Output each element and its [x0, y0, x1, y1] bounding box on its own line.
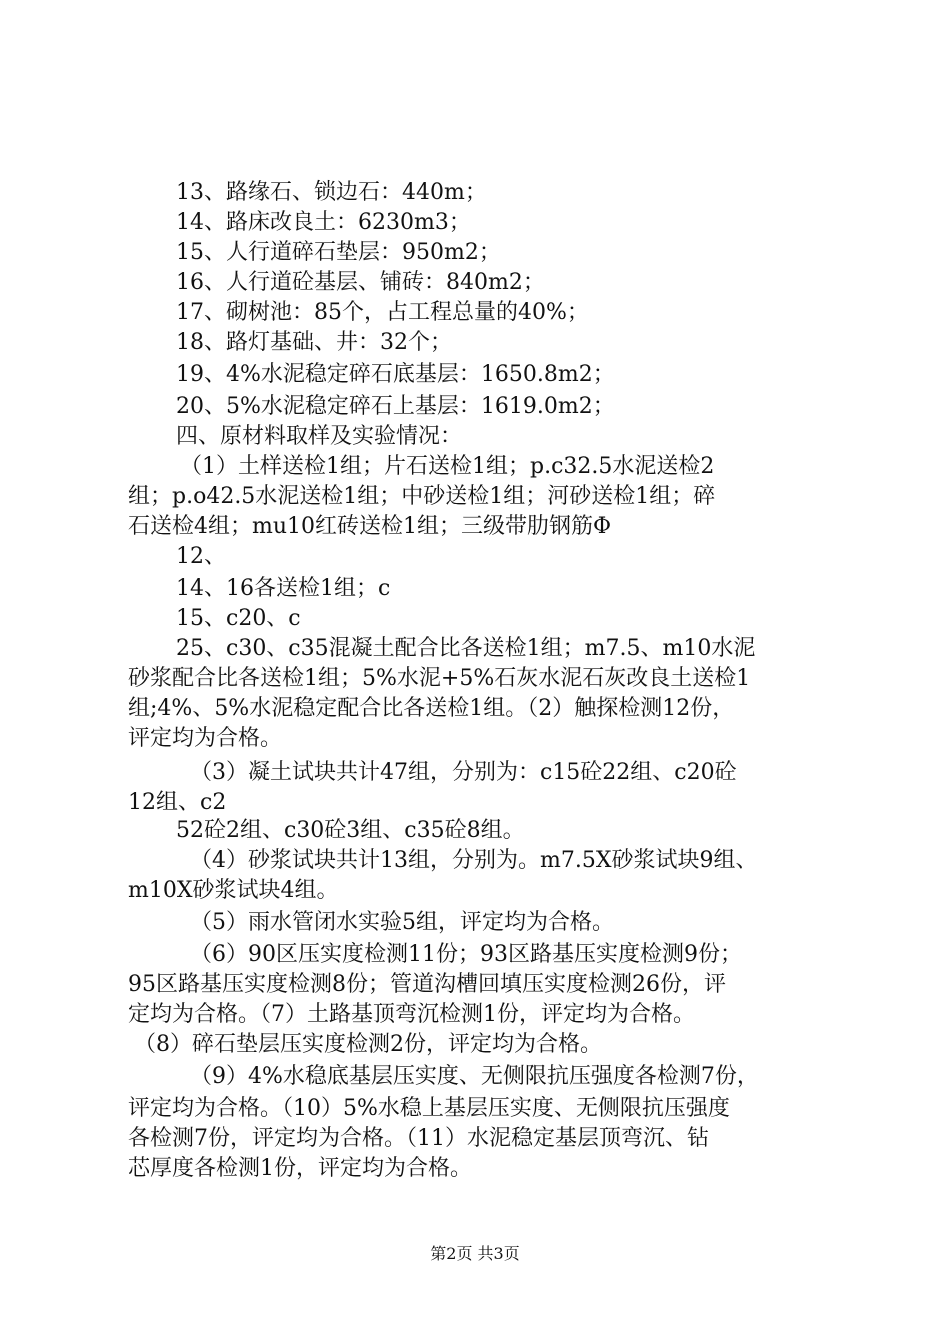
page-footer: 第2页 共3页: [430, 1244, 520, 1263]
text-line: 各检测7份，评定均为合格。（11）水泥稳定基层顶弯沉、钻: [128, 1126, 709, 1151]
text-line: （8）碎石垫层压实度检测2份，评定均为合格。: [134, 1032, 602, 1057]
text-line: 18、路灯基础、井：32个；: [176, 330, 452, 355]
text-line: 52砼2组、c30砼3组、c35砼8组。: [176, 818, 525, 843]
text-line: （1）土样送检1组；片石送检1组；p.c32.5水泥送检2: [180, 454, 715, 479]
text-line: 17、砌树池：85个，占工程总量的40%；: [176, 300, 589, 325]
text-line: （9）4%水稳底基层压实度、无侧限抗压强度各检测7份，: [190, 1064, 759, 1089]
text-line: 12、: [176, 544, 226, 569]
text-line: 12组、c2: [128, 790, 227, 815]
text-line: （5）雨水管闭水实验5组，评定均为合格。: [190, 910, 614, 935]
text-line: 14、路床改良土：6230m3；: [176, 210, 471, 235]
text-line: m10X砂浆试块4组。: [128, 878, 339, 903]
text-line: 组；p.o42.5水泥送检1组；中砂送检1组；河砂送检1组；碎: [128, 484, 716, 509]
text-line: 石送检4组；mu10红砖送检1组；三级带肋钢筋Φ: [128, 514, 612, 539]
text-line: 砂浆配合比各送检1组；5%水泥+5%石灰水泥石灰改良土送检1: [128, 666, 751, 691]
text-line: 13、路缘石、锁边石：440m；: [176, 180, 487, 205]
text-line: （6）90区压实度检测11份；93区路基压实度检测9份；: [190, 942, 742, 967]
text-line: 芯厚度各检测1份，评定均为合格。: [128, 1156, 472, 1181]
text-line: 20、5%水泥稳定碎石上基层：1619.0m2；: [176, 394, 615, 419]
text-line: 15、人行道碎石垫层：950m2；: [176, 240, 501, 265]
text-line: 15、c20、c: [176, 606, 301, 631]
section-heading: 四、原材料取样及实验情况：: [176, 424, 463, 449]
text-line: 14、16各送检1组；c: [176, 576, 391, 601]
text-line: 95区路基压实度检测8份；管道沟槽回填压实度检测26份，评: [128, 972, 726, 997]
text-line: （3）凝土试块共计47组，分别为：c15砼22组、c20砼: [190, 760, 737, 785]
text-line: 16、人行道砼基层、铺砖：840m2；: [176, 270, 545, 295]
text-line: 评定均为合格。: [128, 726, 283, 751]
text-line: 19、4%水泥稳定碎石底基层：1650.8m2；: [176, 362, 615, 387]
text-line: 定均为合格。（7）土路基顶弯沉检测1份，评定均为合格。: [128, 1002, 695, 1027]
text-line: 25、c30、c35混凝土配合比各送检1组；m7.5、m10水泥: [176, 636, 756, 661]
text-line: 组;4%、5%水泥稳定配合比各送检1组。（2）触探检测12份，: [128, 696, 735, 721]
text-line: 评定均为合格。（10）5%水稳上基层压实度、无侧限抗压强度: [128, 1096, 730, 1121]
text-line: （4）砂浆试块共计13组，分别为。m7.5X砂浆试块9组、: [190, 848, 758, 873]
